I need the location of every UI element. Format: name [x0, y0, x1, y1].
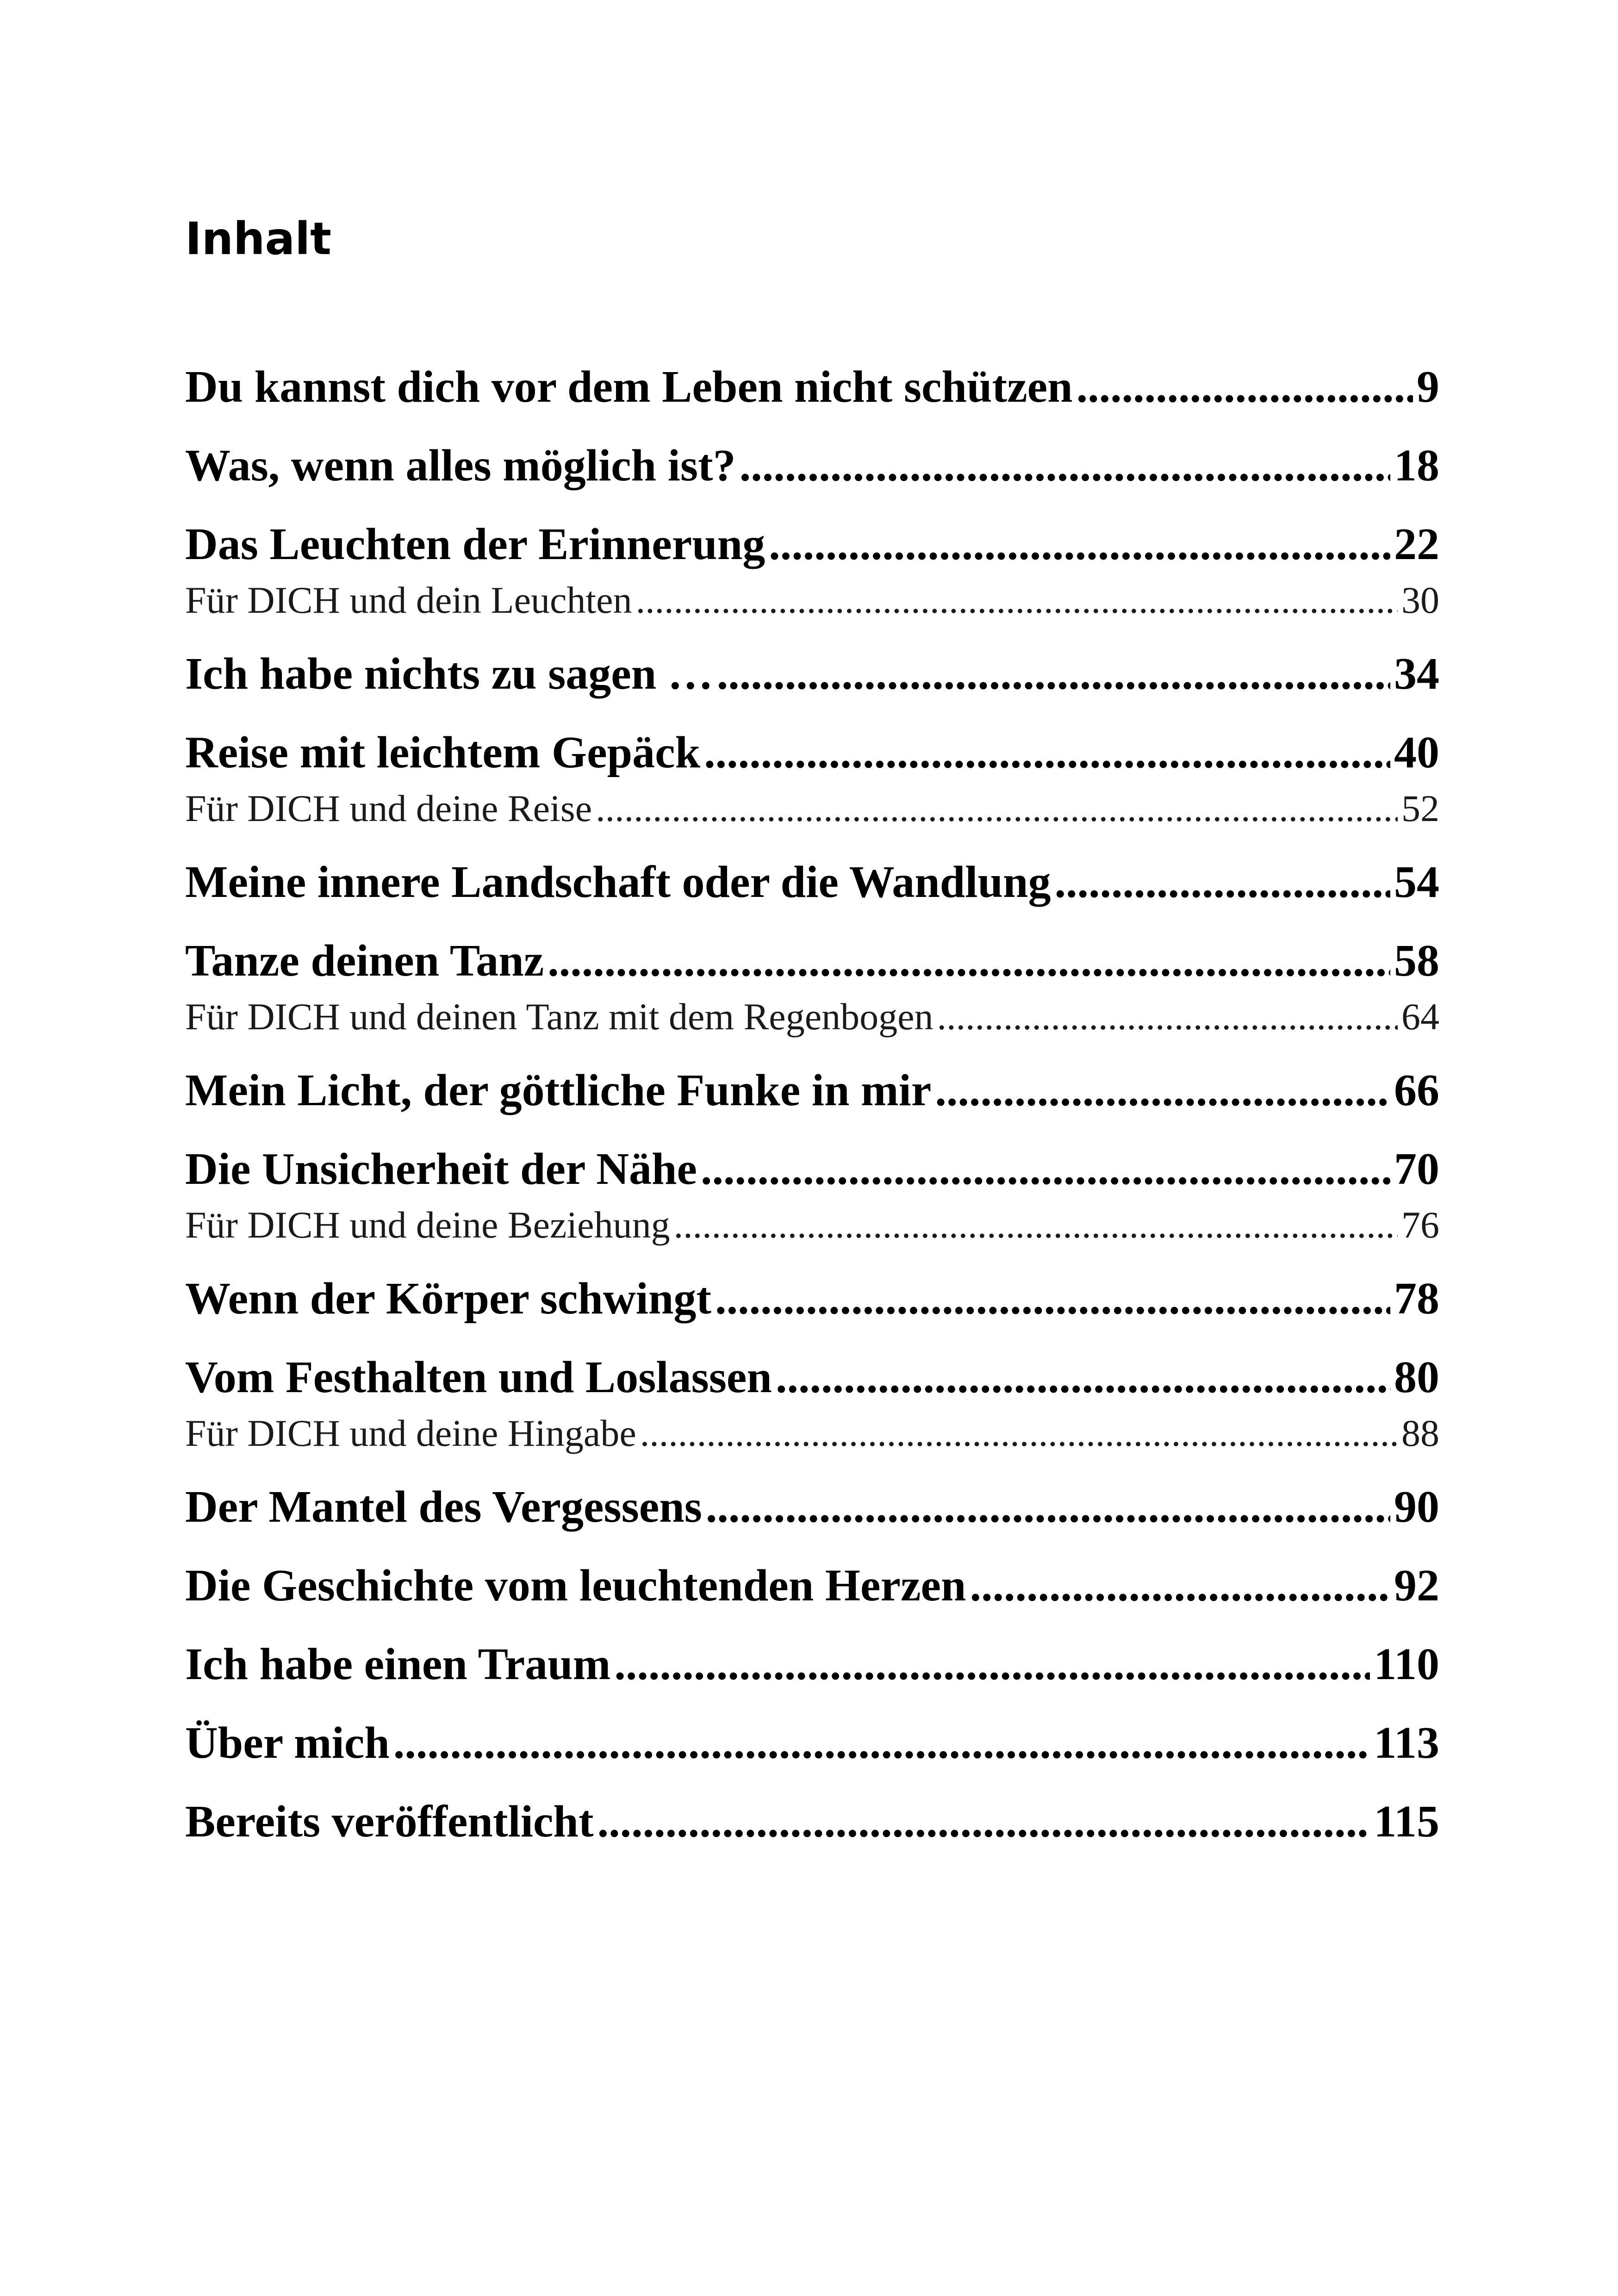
toc-entry-label: Das Leuchten der Erinnerung [185, 519, 765, 569]
toc-page-number: 78 [1394, 1274, 1439, 1324]
toc-entry [185, 1717, 1439, 1777]
toc-page-number: 52 [1401, 787, 1439, 829]
toc-entry-label: Bereits veröffentlicht [185, 1797, 594, 1847]
toc-subentry [185, 1203, 1439, 1254]
dot-leader [740, 440, 1390, 492]
toc-entry-label: Reise mit leichtem Gepäck [185, 728, 701, 778]
toc-entry [185, 1273, 1439, 1333]
dot-leader [636, 579, 1398, 622]
dot-leader [548, 935, 1390, 987]
dot-leader [1054, 856, 1390, 908]
toc-page-number: 76 [1401, 1204, 1439, 1246]
dot-leader [935, 1064, 1390, 1116]
toc-entry-label: Tanze deinen Tanz [185, 936, 544, 986]
toc-page-number: 90 [1394, 1482, 1439, 1532]
toc-entry [185, 935, 1439, 995]
dot-leader [937, 995, 1398, 1039]
dot-leader [769, 518, 1390, 570]
toc-entry-label: Was, wenn alles möglich ist? [185, 441, 736, 491]
toc-page-number: 34 [1394, 649, 1439, 699]
toc-entry [185, 1638, 1439, 1699]
toc-entry [185, 1560, 1439, 1620]
dot-leader [640, 1412, 1398, 1455]
toc-page-number: 54 [1394, 857, 1439, 907]
toc-subentry-label: Für DICH und deine Reise [185, 787, 592, 829]
toc-subentry-label: Für DICH und deinen Tanz mit dem Regenbogen [185, 996, 933, 1038]
toc-page-number: 40 [1394, 728, 1439, 778]
toc-page-number: 70 [1394, 1144, 1439, 1194]
toc-page-number: 115 [1374, 1797, 1439, 1847]
toc-page-number: 22 [1394, 519, 1439, 569]
toc-entry [185, 1796, 1439, 1856]
toc-entry [185, 1143, 1439, 1203]
toc-entry [185, 1351, 1439, 1412]
toc-entry [185, 1064, 1439, 1125]
toc-subentry-label: Für DICH und deine Beziehung [185, 1204, 670, 1246]
dot-leader [596, 787, 1398, 830]
toc-subentry [185, 995, 1439, 1046]
toc-entry-label: Der Mantel des Vergessens [185, 1482, 702, 1532]
toc-page-number: 18 [1394, 441, 1439, 491]
toc-entry-label: Ich habe einen Traum [185, 1639, 611, 1689]
toc-subentry [185, 579, 1439, 629]
toc-entry [185, 1481, 1439, 1541]
dot-leader [704, 727, 1390, 778]
dot-leader [970, 1560, 1390, 1612]
toc-entry-label: Vom Festhalten und Loslassen [185, 1352, 772, 1402]
dot-leader [674, 1203, 1398, 1247]
toc-page-number: 110 [1374, 1639, 1439, 1689]
toc-page-number: 88 [1401, 1412, 1439, 1454]
dot-leader [597, 1796, 1370, 1848]
dot-leader [614, 1638, 1370, 1690]
toc-page-number: 66 [1394, 1065, 1439, 1115]
dot-leader [706, 1481, 1390, 1533]
toc-page-number: 30 [1401, 579, 1439, 621]
toc-entry-label: Die Geschichte vom leuchtenden Herzen [185, 1561, 966, 1611]
toc-subentry-label: Für DICH und deine Hingabe [185, 1412, 636, 1454]
dot-leader [715, 1273, 1390, 1325]
toc-subentry [185, 1412, 1439, 1462]
toc-entry [185, 518, 1439, 579]
dot-leader [701, 1143, 1390, 1195]
dot-leader [717, 648, 1390, 700]
toc-page-number: 58 [1394, 936, 1439, 986]
toc-entry-label: Mein Licht, der göttliche Funke in mir [185, 1065, 932, 1115]
toc-entry-label: Über mich [185, 1718, 390, 1768]
toc-entry [185, 727, 1439, 787]
toc-entry [185, 856, 1439, 916]
toc-entry [185, 440, 1439, 500]
toc-entry-label: Die Unsicherheit der Nähe [185, 1144, 697, 1194]
toc-entry-label: Ich habe nichts zu sagen … [185, 649, 713, 699]
toc-entry [185, 361, 1439, 421]
toc-page-number: 9 [1417, 362, 1439, 412]
toc-entry-label: Meine innere Landschaft oder die Wandlung [185, 857, 1051, 907]
toc-subentry [185, 787, 1439, 838]
toc-entry [185, 648, 1439, 708]
toc-page-number: 92 [1394, 1561, 1439, 1611]
toc-page-number: 64 [1401, 996, 1439, 1038]
toc-page-number: 80 [1394, 1352, 1439, 1402]
page-title: Inhalt [185, 213, 331, 265]
dot-leader [776, 1351, 1390, 1403]
table-of-contents [185, 361, 1439, 1856]
toc-entry-label: Wenn der Körper schwingt [185, 1274, 712, 1324]
dot-leader [1077, 361, 1413, 413]
toc-page-number: 113 [1374, 1718, 1439, 1768]
dot-leader [393, 1717, 1370, 1769]
toc-subentry-label: Für DICH und dein Leuchten [185, 579, 632, 621]
toc-entry-label: Du kannst dich vor dem Leben nicht schützen [185, 362, 1073, 412]
